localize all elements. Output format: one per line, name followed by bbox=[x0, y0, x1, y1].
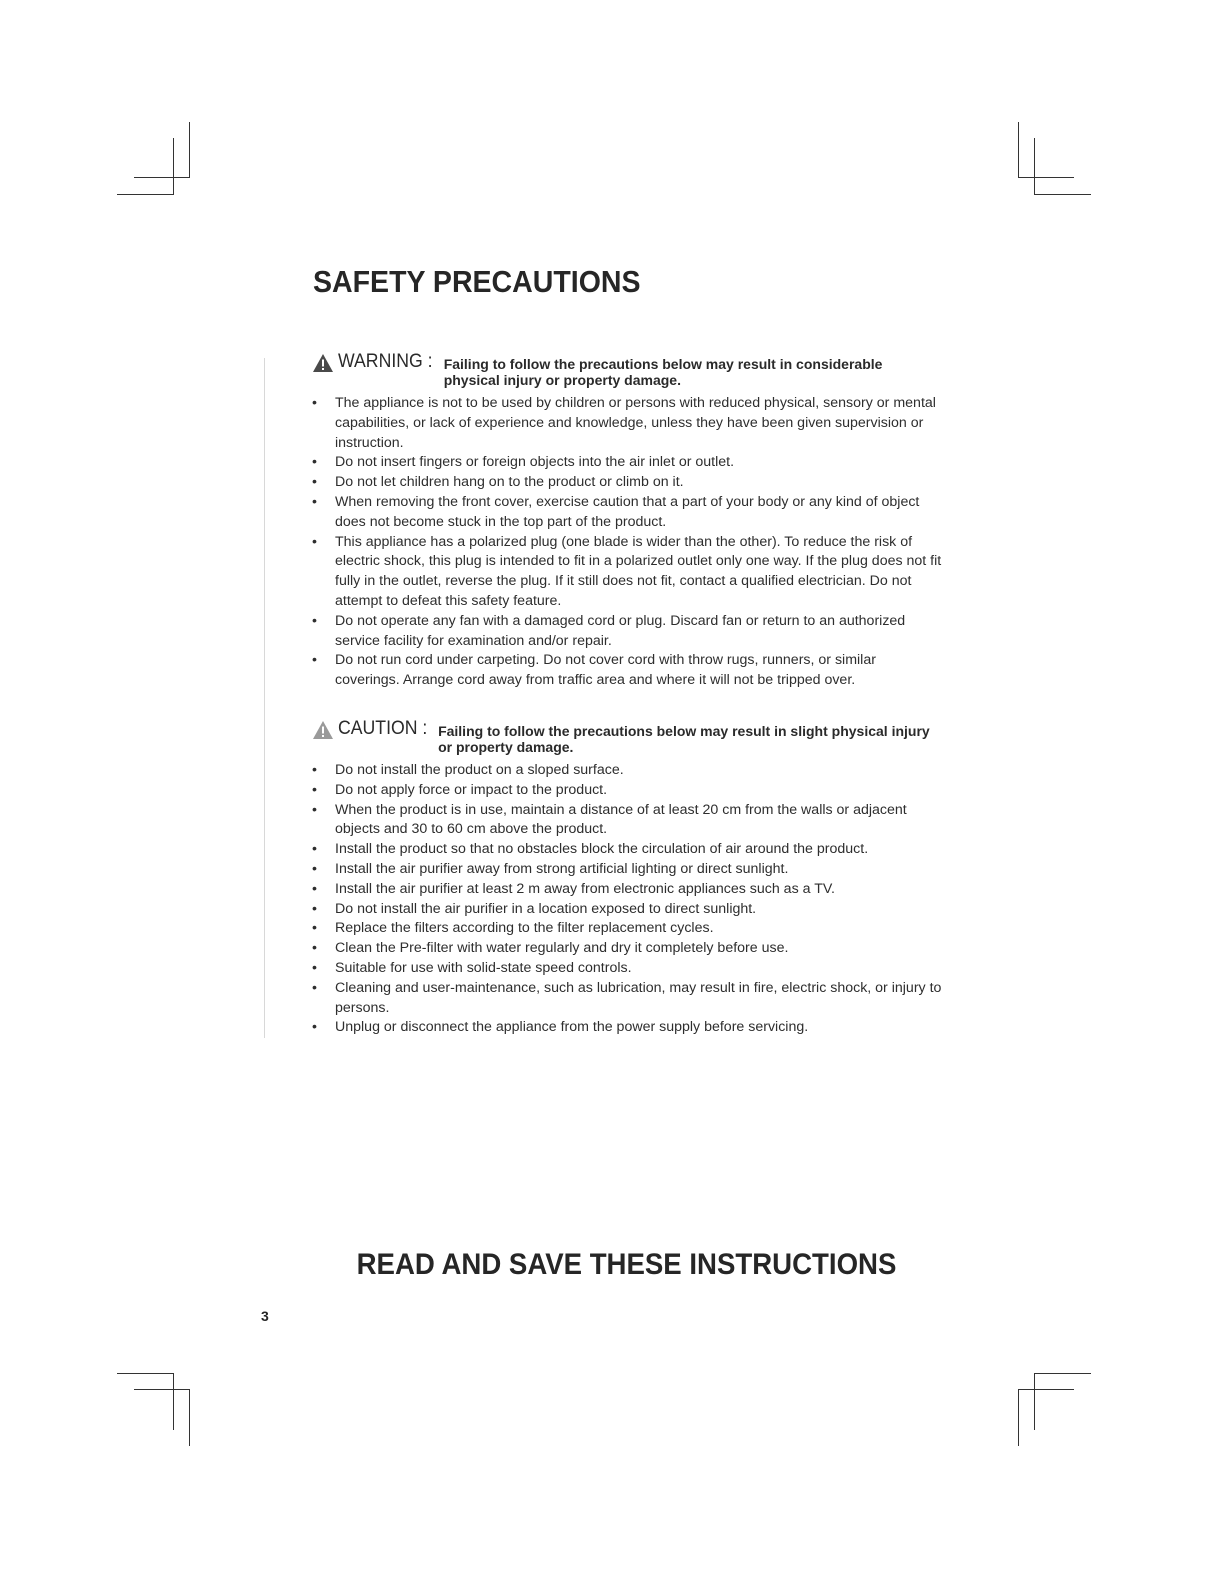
bullet: • bbox=[312, 454, 317, 471]
bullet: • bbox=[312, 1019, 317, 1036]
bullet: • bbox=[312, 920, 317, 937]
list-item-text: Do not insert fingers or foreign objects into the air inlet or outlet. bbox=[335, 454, 735, 471]
list-item bbox=[312, 651, 942, 691]
caution-list bbox=[312, 761, 942, 1038]
warning-header bbox=[312, 351, 942, 388]
bullet: • bbox=[312, 959, 317, 976]
list-item bbox=[312, 394, 942, 453]
bullet: • bbox=[312, 762, 317, 778]
caution-keyword: CAUTION : bbox=[338, 718, 428, 739]
list-item-text: Install the product so that no obstacles block the circulation of air around the product. bbox=[335, 841, 869, 858]
list-item-text: Cleaning and user-maintenance, such as lubrication, may result in fire, electric shock, or injury to persons. bbox=[335, 979, 942, 1016]
list-item bbox=[312, 1018, 942, 1038]
list-item-text: Install the air purifier away from strong artificial lighting or direct sunlight. bbox=[335, 860, 789, 877]
list-item bbox=[312, 979, 942, 1019]
list-item bbox=[312, 900, 942, 920]
list-item-text: Clean the Pre-filter with water regularly and dry it completely before use. bbox=[335, 940, 789, 957]
list-item-text: Replace the filters according to the filter replacement cycles. bbox=[335, 920, 714, 937]
bullet: • bbox=[312, 533, 317, 550]
caution-header bbox=[312, 718, 942, 755]
bullet: • bbox=[312, 860, 317, 877]
bullet: • bbox=[312, 940, 317, 957]
list-item-text: Do not let children hang on to the product or climb on it. bbox=[335, 474, 684, 491]
list-item bbox=[312, 493, 942, 533]
list-item-text: Do not operate any fan with a damaged cord or plug. Discard fan or return to an authorized service facility for examination and/or repair. bbox=[335, 612, 906, 649]
list-item-text: This appliance has a polarized plug (one blade is wider than the other). To reduce the risk of electric shock, this plug is intended to fit in a polarized outlet only one way. If the plug does not fit fully in the outlet, reverse the plug. If it still does not fit, contact a qualified electrician. Do not attempt to defeat this safety feature. bbox=[335, 533, 942, 609]
list-item bbox=[312, 473, 942, 493]
warning-section bbox=[312, 351, 942, 691]
list-item-text: Unplug or disconnect the appliance from the power supply before servicing. bbox=[335, 1019, 809, 1036]
bullet: • bbox=[312, 395, 317, 411]
caution-triangle-icon bbox=[312, 720, 334, 740]
list-item-text: The appliance is not to be used by children or persons with reduced physical, sensory or mental capabilities, or lack of experience and knowledge, unless they have been given supervision or instruction. bbox=[335, 395, 936, 451]
page-title: SAFETY PRECAUTIONS bbox=[313, 264, 641, 299]
list-item bbox=[312, 919, 942, 939]
footer-title: READ AND SAVE THESE INSTRUCTIONS bbox=[356, 1248, 897, 1281]
bullet: • bbox=[312, 900, 317, 917]
list-item-text: Do not apply force or impact to the product. bbox=[335, 781, 608, 798]
list-item bbox=[312, 860, 942, 880]
bullet: • bbox=[312, 612, 317, 629]
list-item bbox=[312, 801, 942, 841]
list-item bbox=[312, 840, 942, 860]
bullet: • bbox=[312, 652, 317, 669]
list-item bbox=[312, 761, 942, 781]
bullet: • bbox=[312, 493, 317, 510]
warning-triangle-icon bbox=[312, 353, 334, 373]
list-item-text: Install the air purifier at least 2 m away from electronic appliances such as a TV. bbox=[335, 880, 835, 897]
warning-list bbox=[312, 394, 942, 691]
list-item-text: Do not install the product on a sloped surface. bbox=[335, 762, 624, 778]
bullet: • bbox=[312, 841, 317, 858]
bullet: • bbox=[312, 801, 317, 818]
bullet: • bbox=[312, 781, 317, 798]
list-item bbox=[312, 959, 942, 979]
bullet: • bbox=[312, 979, 317, 996]
list-item-text: Do not run cord under carpeting. Do not cover cord with throw rugs, runners, or similar coverings. Arrange cord away from traffic area and where it will not be tripped over. bbox=[335, 652, 876, 689]
bullet: • bbox=[312, 474, 317, 491]
list-item bbox=[312, 781, 942, 801]
list-item-text: When the product is in use, maintain a distance of at least 20 cm from the walls or adjacent objects and 30 to 60 cm above the product. bbox=[335, 801, 907, 838]
list-item bbox=[312, 533, 942, 612]
list-item bbox=[312, 880, 942, 900]
list-item-text: Do not install the air purifier in a location exposed to direct sunlight. bbox=[335, 900, 757, 917]
margin-rule bbox=[264, 358, 265, 1038]
list-item bbox=[312, 453, 942, 473]
page-number: 3 bbox=[261, 1308, 269, 1324]
list-item-text: When removing the front cover, exercise caution that a part of your body or any kind of object does not become stuck in the top part of the product. bbox=[335, 493, 920, 530]
list-item bbox=[312, 612, 942, 652]
list-item-text: Suitable for use with solid-state speed controls. bbox=[335, 959, 632, 976]
warning-description: Failing to follow the precautions below may result in considerable physical injury or property damage. bbox=[443, 356, 883, 388]
caution-section bbox=[312, 718, 942, 1038]
bullet: • bbox=[312, 880, 317, 897]
list-item bbox=[312, 939, 942, 959]
caution-description: Failing to follow the precautions below may result in slight physical injury or property damage. bbox=[438, 723, 930, 755]
warning-keyword: WARNING : bbox=[338, 351, 433, 372]
